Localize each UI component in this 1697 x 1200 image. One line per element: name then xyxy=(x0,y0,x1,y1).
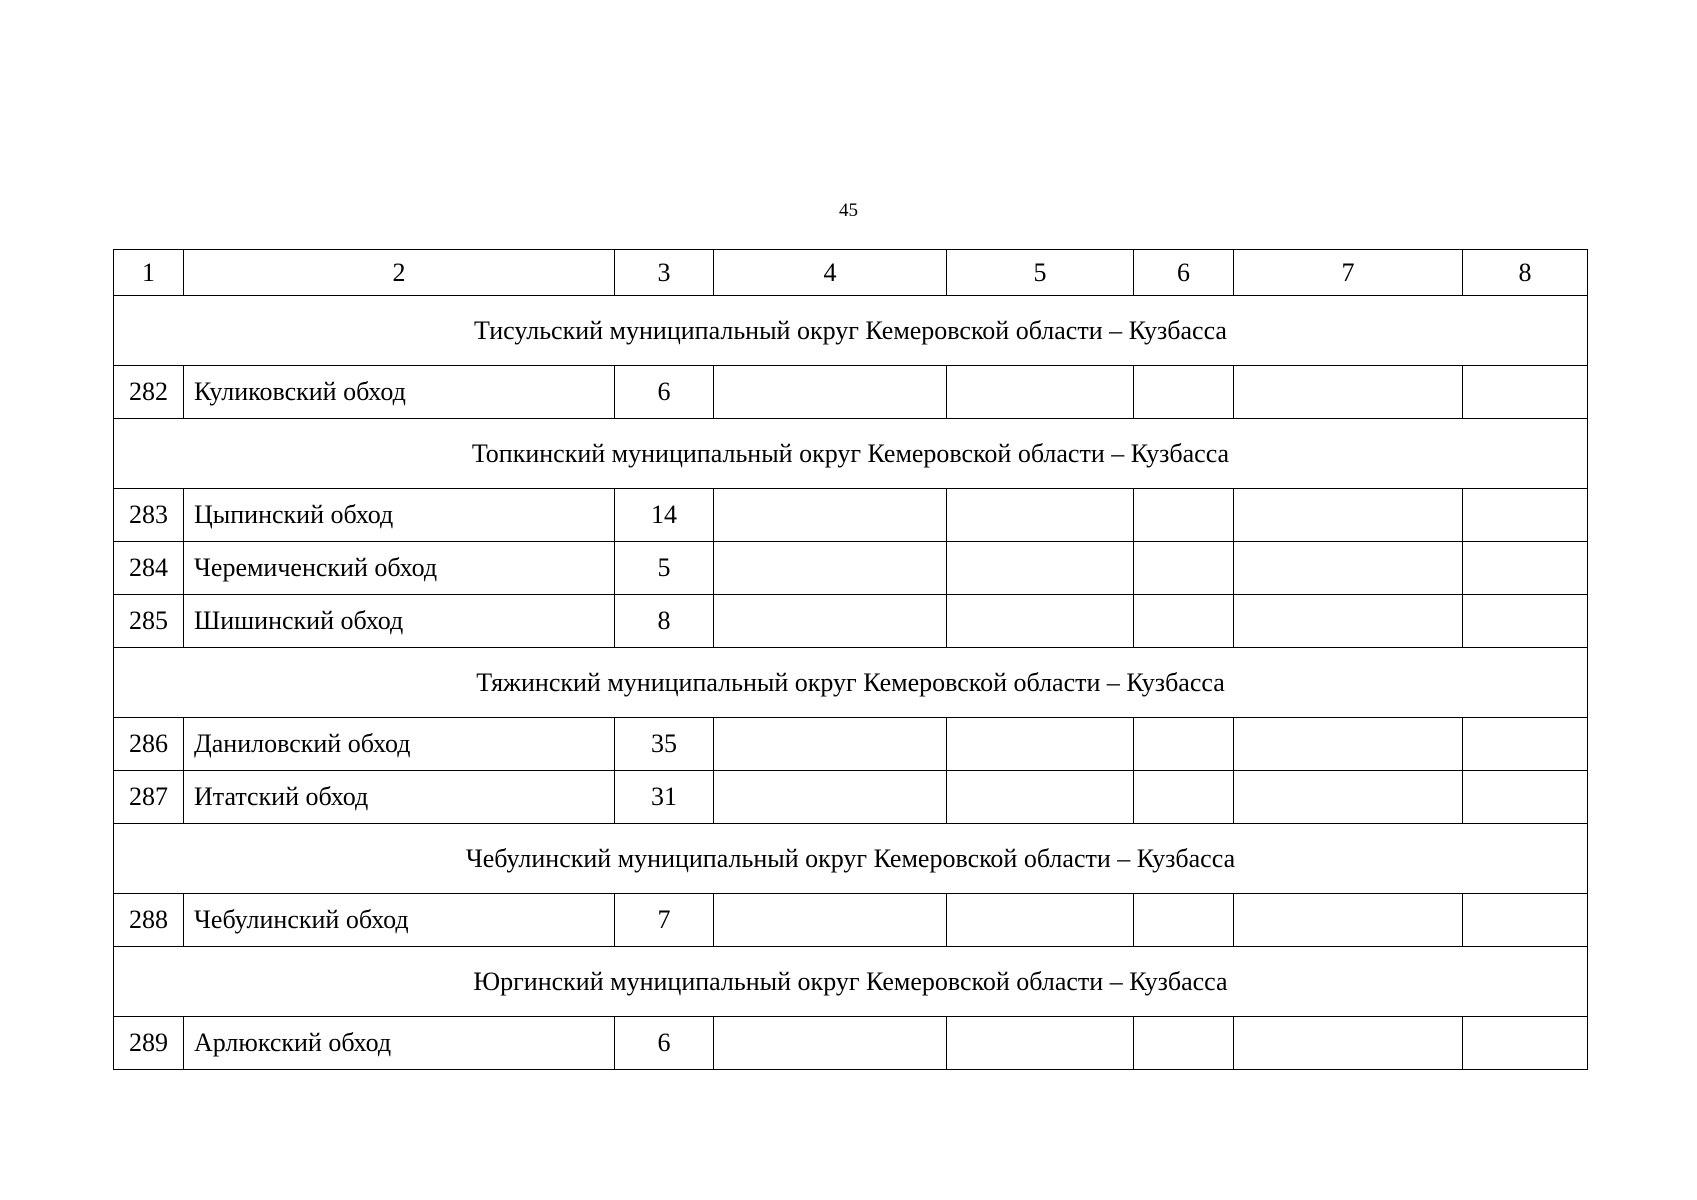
header-cell: 8 xyxy=(1463,250,1588,296)
empty-cell xyxy=(1134,894,1234,947)
row-col3-cell: 35 xyxy=(615,718,714,771)
empty-cell xyxy=(1463,1017,1588,1070)
empty-cell xyxy=(1463,489,1588,542)
table-row xyxy=(114,489,1588,542)
row-number-cell: 283 xyxy=(114,489,184,542)
empty-cell xyxy=(947,366,1134,419)
row-number-cell: 286 xyxy=(114,718,184,771)
empty-cell xyxy=(947,718,1134,771)
header-cell: 1 xyxy=(114,250,184,296)
row-col3-cell: 6 xyxy=(615,366,714,419)
header-row xyxy=(114,250,1588,296)
table-row xyxy=(114,542,1588,595)
row-name-cell: Черемиченский обход xyxy=(184,542,615,595)
row-name-cell: Чебулинский обход xyxy=(184,894,615,947)
data-table xyxy=(113,249,1588,1070)
row-name-cell: Шишинский обход xyxy=(184,595,615,648)
header-cell: 2 xyxy=(184,250,615,296)
empty-cell xyxy=(714,1017,947,1070)
empty-cell xyxy=(947,771,1134,824)
header-cell: 6 xyxy=(1134,250,1234,296)
empty-cell xyxy=(1234,489,1463,542)
section-title: Юргинский муниципальный округ Кемеровской области – Кузбасса xyxy=(114,947,1588,1017)
empty-cell xyxy=(714,718,947,771)
empty-cell xyxy=(1234,894,1463,947)
row-number-cell: 287 xyxy=(114,771,184,824)
empty-cell xyxy=(1463,542,1588,595)
section-row xyxy=(114,648,1588,718)
section-row xyxy=(114,947,1588,1017)
row-name-cell: Куликовский обход xyxy=(184,366,615,419)
row-number-cell: 289 xyxy=(114,1017,184,1070)
row-number-cell: 288 xyxy=(114,894,184,947)
empty-cell xyxy=(714,595,947,648)
section-title: Топкинский муниципальный округ Кемеровской области – Кузбасса xyxy=(114,419,1588,489)
empty-cell xyxy=(947,595,1134,648)
empty-cell xyxy=(1234,542,1463,595)
row-name-cell: Цыпинский обход xyxy=(184,489,615,542)
row-col3-cell: 7 xyxy=(615,894,714,947)
empty-cell xyxy=(1134,542,1234,595)
empty-cell xyxy=(714,771,947,824)
row-col3-cell: 5 xyxy=(615,542,714,595)
empty-cell xyxy=(1234,1017,1463,1070)
page-number: 45 xyxy=(839,200,858,221)
header-cell: 5 xyxy=(947,250,1134,296)
empty-cell xyxy=(1234,366,1463,419)
empty-cell xyxy=(1463,718,1588,771)
empty-cell xyxy=(947,489,1134,542)
empty-cell xyxy=(714,489,947,542)
table-row xyxy=(114,366,1588,419)
empty-cell xyxy=(1134,366,1234,419)
empty-cell xyxy=(1134,489,1234,542)
row-col3-cell: 8 xyxy=(615,595,714,648)
empty-cell xyxy=(1134,771,1234,824)
section-row xyxy=(114,419,1588,489)
row-number-cell: 282 xyxy=(114,366,184,419)
empty-cell xyxy=(947,542,1134,595)
row-number-cell: 285 xyxy=(114,595,184,648)
table-row xyxy=(114,595,1588,648)
empty-cell xyxy=(1234,595,1463,648)
empty-cell xyxy=(714,894,947,947)
empty-cell xyxy=(1463,894,1588,947)
header-cell: 4 xyxy=(714,250,947,296)
section-row xyxy=(114,296,1588,366)
row-col3-cell: 6 xyxy=(615,1017,714,1070)
table-row xyxy=(114,894,1588,947)
row-name-cell: Даниловский обход xyxy=(184,718,615,771)
empty-cell xyxy=(1134,1017,1234,1070)
row-name-cell: Арлюкский обход xyxy=(184,1017,615,1070)
table-row xyxy=(114,718,1588,771)
header-cell: 3 xyxy=(615,250,714,296)
empty-cell xyxy=(1463,771,1588,824)
row-name-cell: Итатский обход xyxy=(184,771,615,824)
empty-cell xyxy=(1234,718,1463,771)
empty-cell xyxy=(714,366,947,419)
empty-cell xyxy=(1463,366,1588,419)
section-row xyxy=(114,824,1588,894)
row-col3-cell: 14 xyxy=(615,489,714,542)
empty-cell xyxy=(1134,595,1234,648)
row-col3-cell: 31 xyxy=(615,771,714,824)
section-title: Чебулинский муниципальный округ Кемеровской области – Кузбасса xyxy=(114,824,1588,894)
empty-cell xyxy=(1463,595,1588,648)
empty-cell xyxy=(714,542,947,595)
empty-cell xyxy=(1134,718,1234,771)
table-row xyxy=(114,1017,1588,1070)
empty-cell xyxy=(1234,771,1463,824)
section-title: Тисульский муниципальный округ Кемеровской области – Кузбасса xyxy=(114,296,1588,366)
header-cell: 7 xyxy=(1234,250,1463,296)
empty-cell xyxy=(947,1017,1134,1070)
table-row xyxy=(114,771,1588,824)
empty-cell xyxy=(947,894,1134,947)
row-number-cell: 284 xyxy=(114,542,184,595)
section-title: Тяжинский муниципальный округ Кемеровской области – Кузбасса xyxy=(114,648,1588,718)
